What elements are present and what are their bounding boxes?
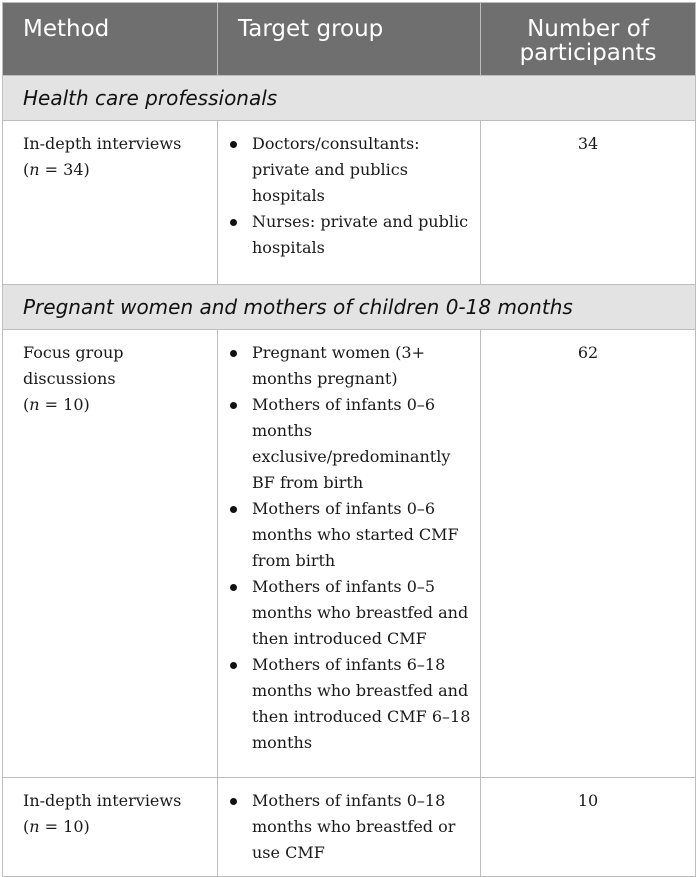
participants-cell: 10	[481, 778, 696, 877]
method-label: Focus group discussions	[23, 343, 124, 388]
target-group-cell	[218, 121, 481, 285]
list-item: Pregnant women (3+ months pregnant)	[226, 340, 474, 392]
table-row	[3, 330, 696, 778]
list-item: Mothers of infants 0–5 months who breastfed and then introduced CMF	[226, 574, 474, 652]
list-item: Mothers of infants 0–6 months exclusive/predominantly BF from birth	[226, 392, 474, 496]
participants-cell: 62	[481, 330, 696, 778]
list-item: Mothers of infants 0–18 months who breastfed or use CMF	[226, 788, 474, 866]
n-label: n	[29, 395, 40, 414]
section-title: Health care professionals	[3, 76, 696, 121]
header-participants: Number of participants	[481, 3, 696, 76]
participants-cell: 34	[481, 121, 696, 285]
section-row-health-care	[3, 76, 696, 121]
participants-table	[2, 2, 696, 877]
n-label: n	[29, 160, 40, 179]
table-row	[3, 778, 696, 877]
list-item: Mothers of infants 6–18 months who breastfed and then introduced CMF 6–18 months	[226, 652, 474, 756]
header-target-group: Target group	[218, 3, 481, 76]
target-group-list	[226, 788, 474, 866]
method-label: In-depth interviews	[23, 134, 182, 153]
n-label: n	[29, 817, 40, 836]
list-item: Doctors/consultants: private and publics hospitals	[226, 131, 474, 209]
n-value: = 10)	[44, 817, 90, 836]
method-cell: Focus group discussions (n = 10)	[3, 330, 218, 778]
header-row	[3, 3, 696, 76]
method-label: In-depth interviews	[23, 791, 182, 810]
target-group-list	[226, 131, 474, 261]
section-title: Pregnant women and mothers of children 0-18 months	[3, 285, 696, 330]
list-item: Mothers of infants 0–6 months who started CMF from birth	[226, 496, 474, 574]
target-group-cell	[218, 778, 481, 877]
table-row	[3, 121, 696, 285]
method-cell: In-depth interviews (n = 10)	[3, 778, 218, 877]
n-value: = 10)	[44, 395, 90, 414]
n-value: = 34)	[44, 160, 90, 179]
section-row-pregnant-women	[3, 285, 696, 330]
header-method: Method	[3, 3, 218, 76]
list-item: Nurses: private and public hospitals	[226, 209, 474, 261]
method-cell: In-depth interviews (n = 34)	[3, 121, 218, 285]
target-group-list	[226, 340, 474, 756]
target-group-cell	[218, 330, 481, 778]
